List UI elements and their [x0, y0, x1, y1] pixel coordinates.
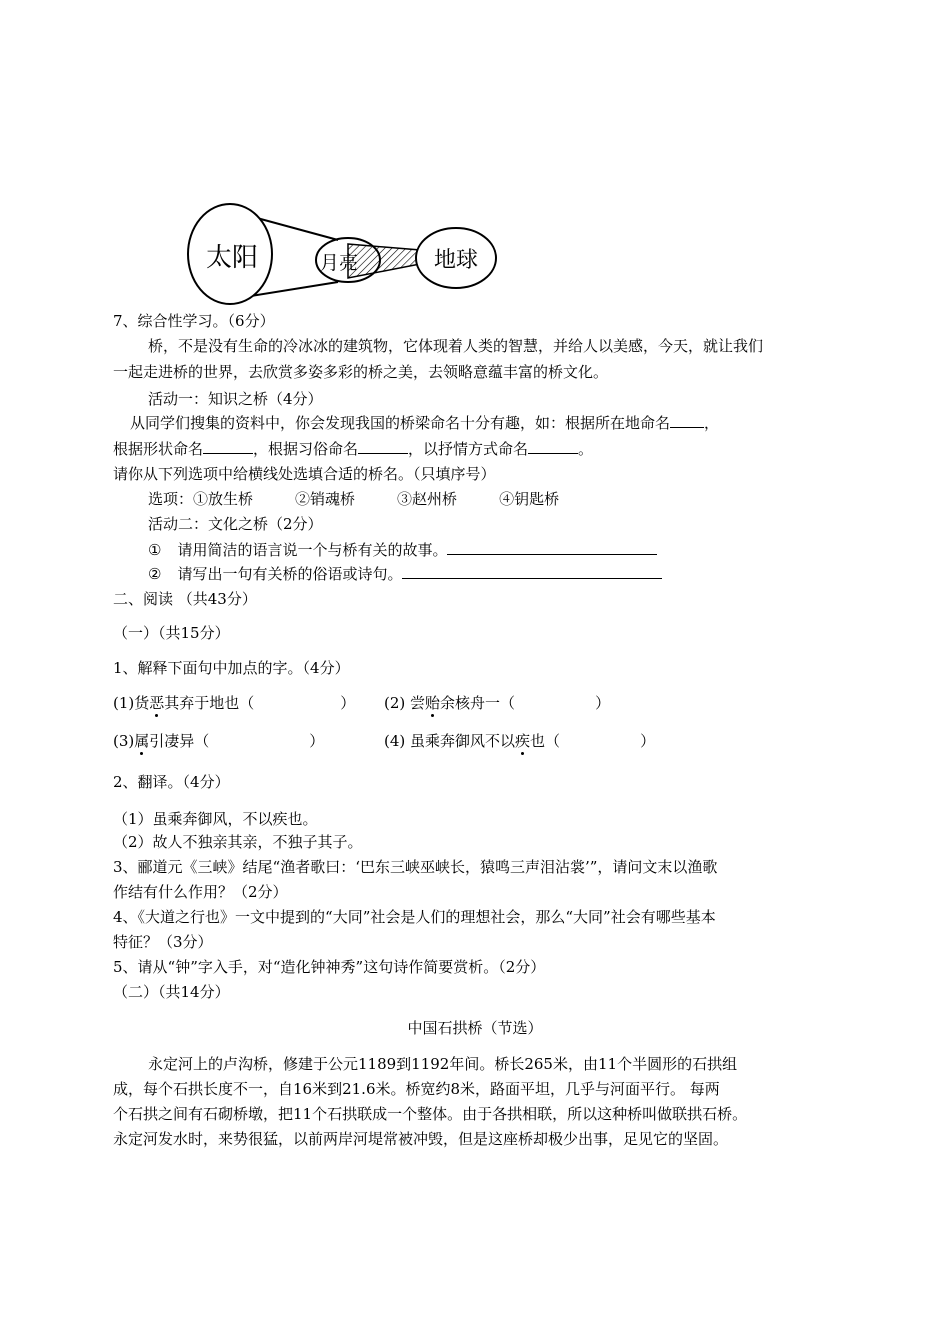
option-2: ②销魂桥 [295, 490, 356, 508]
activity2-item1-num: ① [148, 541, 162, 559]
q7-intro-line1: 桥，不是没有生命的冷冰冰的建筑物，它体现着人类的智慧，并给人以美感，今天，就让我们 [148, 337, 764, 355]
activity2-item1 [148, 540, 657, 560]
activity2-item2 [148, 564, 662, 584]
activity1-line1-end: ， [704, 414, 720, 432]
q1-heading: 1、解释下面句中加点的字。（4分） [113, 659, 350, 677]
activity2-title: 活动二：文化之桥（2分） [148, 515, 323, 533]
q5: 5、请从“钟”字入手，对“造化钟神秀”这句诗作简要赏析。（2分） [113, 958, 546, 976]
q1-item-2-dotted: 贻 [425, 694, 441, 712]
blank-location[interactable] [670, 413, 704, 428]
blank-shape[interactable] [203, 439, 253, 454]
q3-line1: 3、郦道元《三峡》结尾“渔者歌曰：‘巴东三峡巫峡长，猿鸣三声泪沾裳’”，请问文末以渔歌 [113, 858, 718, 876]
activity1-line3: 请你从下列选项中给横线处选填合适的桥名。（只填序号） [113, 465, 496, 483]
q1-item-1-post: 其弃于地也（ [164, 694, 255, 712]
article-line-3: 个石拱之间有石砌桥墩，把11个石拱联成一个整体。由于各拱相联，所以这种桥叫做联拱石桥。 [113, 1105, 748, 1123]
q1-item-3-pre: (3) [113, 732, 135, 750]
activity2-item1-text: 请用简洁的语言说一个与桥有关的故事。 [177, 541, 448, 559]
article-line-1: 永定河上的卢沟桥，修建于公元1189到1192年间。桥长265米，由11个半圆形的石拱组 [148, 1055, 738, 1073]
q1-item-4-close: ） [640, 732, 656, 750]
q2-item-1: （1）虽乘奔御风，不以疾也。 [113, 810, 318, 828]
q1-item-3-dotted: 属 [134, 732, 150, 750]
q4-line2: 特征？（3分） [113, 933, 213, 951]
q4-line1: 4、《大道之行也》一文中提到的“大同”社会是人们的理想社会，那么“大同”社会有哪些基本 [113, 908, 716, 926]
q7-intro-line2: 一起走进桥的世界，去欣赏多姿多彩的桥之美，去领略意蕴丰富的桥文化。 [113, 363, 609, 381]
options-label: 选项： [148, 490, 194, 508]
activity2-item2-answer[interactable] [402, 564, 662, 579]
q1-item-2-post: 余核舟一（ [440, 694, 516, 712]
blank-custom[interactable] [358, 439, 408, 454]
q7-heading: 7、综合性学习。（6分） [113, 312, 275, 330]
q1-item-1 [113, 693, 355, 713]
q1-item-1-pre: (1)货 [113, 694, 150, 712]
q1-item-1-dotted: 恶 [149, 694, 165, 712]
activity2-item2-text: 请写出一句有关桥的俗语或诗句。 [177, 565, 403, 583]
part1-heading: （一）（共15分） [113, 624, 230, 642]
moon-label: 月亮 [320, 252, 359, 274]
activity1-line1 [130, 413, 719, 433]
q2-item-2: （2）故人不独亲其亲，不独子其子。 [113, 833, 363, 851]
part2-heading: （二）（共14分） [113, 983, 230, 1001]
activity1-line2-a: 根据形状命名 [113, 440, 204, 458]
option-3: ③赵州桥 [397, 490, 458, 508]
q1-item-3-post: 引凄异（ [149, 732, 210, 750]
q1-item-1-close: ） [340, 694, 356, 712]
activity1-line2-d: 。 [578, 440, 594, 458]
options-row [148, 489, 559, 509]
q1-item-4-dotted: 疾 [515, 732, 531, 750]
activity1-line2 [113, 439, 593, 459]
activity1-line1-text: 从同学们搜集的资料中，你会发现我国的桥梁命名十分有趣，如：根据所在地命名 [130, 414, 671, 432]
option-4: ④钥匙桥 [499, 490, 560, 508]
q1-item-4 [384, 731, 655, 751]
option-1: ①放生桥 [193, 490, 254, 508]
q1-item-3 [113, 731, 324, 751]
q1-item-4-pre: (4) 虽乘奔御风不以 [384, 732, 516, 750]
q2-heading: 2、翻译。（4分） [113, 773, 230, 791]
earth-label: 地球 [434, 248, 479, 273]
q1-item-2-pre: (2) 尝 [384, 694, 426, 712]
activity1-line2-b: ，根据习俗命名 [253, 440, 359, 458]
reading-heading: 二、阅读 （共43分） [113, 590, 257, 608]
q1-item-3-close: ） [309, 732, 325, 750]
q3-line2: 作结有什么作用？（2分） [113, 883, 288, 901]
sun-moon-earth-diagram [180, 198, 510, 310]
article-line-4: 永定河发水时，来势很猛，以前两岸河堤常被冲毁，但是这座桥却极少出事，足见它的坚固。 [113, 1130, 729, 1148]
activity2-item1-answer[interactable] [447, 540, 657, 555]
q1-item-2-close: ） [595, 694, 611, 712]
activity2-item2-num: ② [148, 565, 162, 583]
sun-label: 太阳 [206, 243, 259, 273]
q1-item-2 [384, 693, 610, 713]
activity1-line2-c: ，以抒情方式命名 [408, 440, 529, 458]
activity1-title: 活动一：知识之桥（4分） [148, 390, 323, 408]
moon-shadow [348, 244, 420, 278]
article-title: 中国石拱桥（节选） [407, 1019, 543, 1037]
article-line-2: 成，每个石拱长度不一，自16米到21.6米。桥宽约8米，路面平坦，几乎与河面平行。 每两 [113, 1080, 720, 1098]
q1-item-4-post: 也（ [530, 732, 561, 750]
blank-emotion[interactable] [528, 439, 578, 454]
